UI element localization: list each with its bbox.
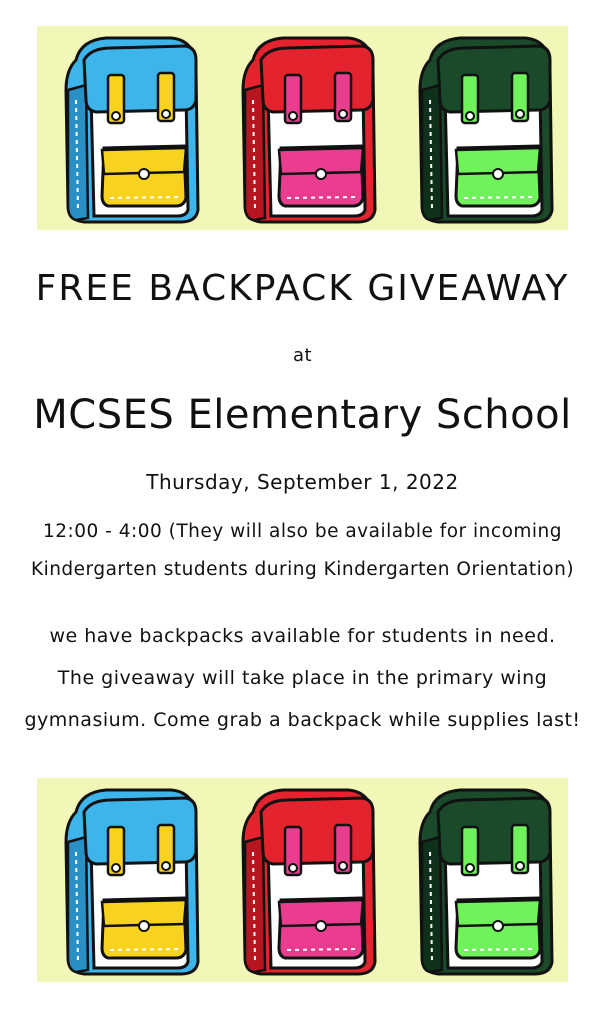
red-backpack-icon [223,30,383,226]
time-line: 12:00 - 4:00 (They will also be available for incoming [42,521,563,542]
flyer-title: FREE BACKPACK GIVEAWAY [35,268,570,309]
blue-backpack-icon [46,30,206,226]
bottom-backpack-banner [37,778,568,982]
top-backpack-banner [37,26,568,230]
time-line: Kindergarten students during Kindergarten Orientation) [30,559,575,580]
at-label: at [292,345,313,366]
green-backpack-icon [400,782,560,978]
green-backpack-icon [400,30,560,226]
info-line: The giveaway will take place in the primary wing [57,667,548,689]
event-time [0,513,605,589]
info-line: gymnasium. Come grab a backpack while supplies last! [24,709,581,731]
event-info [0,615,605,741]
info-line: we have backpacks available for students in need. [49,625,556,647]
blue-backpack-icon [46,782,206,978]
event-date: Thursday, September 1, 2022 [146,470,459,494]
red-backpack-icon [223,782,383,978]
school-name: MCSES Elementary School [33,392,572,438]
